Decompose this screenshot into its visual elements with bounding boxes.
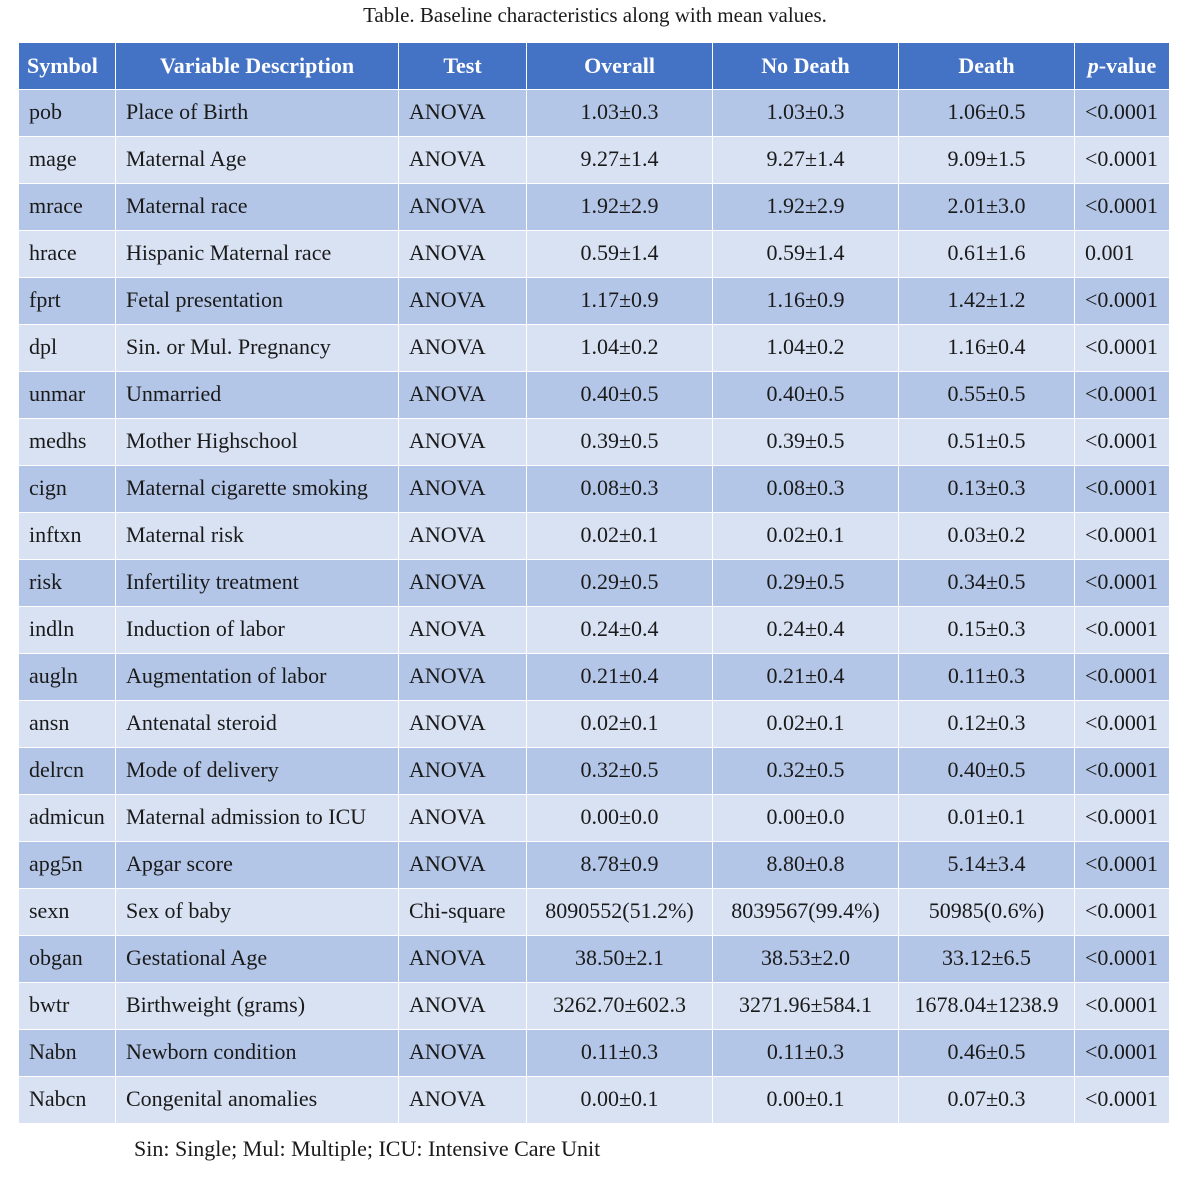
col-header-pvalue: [1075, 43, 1170, 90]
cell-overall: 1.17±0.9: [527, 278, 713, 325]
cell-death: 0.55±0.5: [899, 372, 1075, 419]
cell-no-death: 1.92±2.9: [713, 184, 899, 231]
cell-death: 33.12±6.5: [899, 936, 1075, 983]
cell-pvalue: <0.0001: [1075, 278, 1170, 325]
table-row: [19, 231, 1170, 278]
cell-pvalue: <0.0001: [1075, 90, 1170, 137]
baseline-table: [18, 42, 1170, 1124]
cell-test: Chi-square: [399, 889, 527, 936]
cell-test: ANOVA: [399, 1030, 527, 1077]
cell-death: 0.03±0.2: [899, 513, 1075, 560]
table-row: [19, 372, 1170, 419]
cell-no-death: 0.39±0.5: [713, 419, 899, 466]
cell-pvalue: 0.001: [1075, 231, 1170, 278]
cell-death: 0.01±0.1: [899, 795, 1075, 842]
cell-pvalue: <0.0001: [1075, 137, 1170, 184]
cell-pvalue: <0.0001: [1075, 184, 1170, 231]
cell-variable: Gestational Age: [116, 936, 399, 983]
cell-symbol: Nabcn: [19, 1077, 116, 1124]
cell-no-death: 1.16±0.9: [713, 278, 899, 325]
cell-symbol: indln: [19, 607, 116, 654]
cell-no-death: 0.08±0.3: [713, 466, 899, 513]
cell-no-death: 8.80±0.8: [713, 842, 899, 889]
cell-pvalue: <0.0001: [1075, 560, 1170, 607]
table-row: [19, 842, 1170, 889]
cell-death: 1.16±0.4: [899, 325, 1075, 372]
cell-no-death: 0.02±0.1: [713, 701, 899, 748]
cell-variable: Maternal risk: [116, 513, 399, 560]
cell-overall: 8.78±0.9: [527, 842, 713, 889]
cell-test: ANOVA: [399, 607, 527, 654]
cell-symbol: apg5n: [19, 842, 116, 889]
cell-pvalue: <0.0001: [1075, 419, 1170, 466]
cell-no-death: 38.53±2.0: [713, 936, 899, 983]
cell-overall: 0.40±0.5: [527, 372, 713, 419]
cell-pvalue: <0.0001: [1075, 1077, 1170, 1124]
cell-test: ANOVA: [399, 701, 527, 748]
cell-symbol: risk: [19, 560, 116, 607]
cell-symbol: Nabn: [19, 1030, 116, 1077]
cell-variable: Mode of delivery: [116, 748, 399, 795]
table-row: [19, 1077, 1170, 1124]
cell-variable: Augmentation of labor: [116, 654, 399, 701]
cell-variable: Hispanic Maternal race: [116, 231, 399, 278]
cell-no-death: 8039567(99.4%): [713, 889, 899, 936]
pvalue-suffix: -value: [1098, 53, 1157, 78]
cell-variable: Place of Birth: [116, 90, 399, 137]
cell-pvalue: <0.0001: [1075, 701, 1170, 748]
col-header-death: Death: [899, 43, 1075, 90]
cell-pvalue: <0.0001: [1075, 748, 1170, 795]
table-row: [19, 513, 1170, 560]
cell-no-death: 0.24±0.4: [713, 607, 899, 654]
table-row: [19, 795, 1170, 842]
cell-variable: Apgar score: [116, 842, 399, 889]
cell-variable: Maternal cigarette smoking: [116, 466, 399, 513]
cell-death: 5.14±3.4: [899, 842, 1075, 889]
cell-symbol: medhs: [19, 419, 116, 466]
cell-death: 0.40±0.5: [899, 748, 1075, 795]
cell-symbol: fprt: [19, 278, 116, 325]
cell-death: 0.51±0.5: [899, 419, 1075, 466]
table-footnote: Sin: Single; Mul: Multiple; ICU: Intensive Care Unit: [134, 1136, 601, 1161]
cell-no-death: 1.04±0.2: [713, 325, 899, 372]
cell-test: ANOVA: [399, 325, 527, 372]
cell-test: ANOVA: [399, 419, 527, 466]
cell-variable: Congenital anomalies: [116, 1077, 399, 1124]
header-row: [19, 43, 1170, 90]
cell-death: 0.61±1.6: [899, 231, 1075, 278]
cell-variable: Maternal Age: [116, 137, 399, 184]
cell-variable: Infertility treatment: [116, 560, 399, 607]
cell-symbol: sexn: [19, 889, 116, 936]
cell-test: ANOVA: [399, 231, 527, 278]
cell-overall: 38.50±2.1: [527, 936, 713, 983]
cell-overall: 1.04±0.2: [527, 325, 713, 372]
cell-overall: 0.02±0.1: [527, 701, 713, 748]
cell-variable: Sex of baby: [116, 889, 399, 936]
cell-test: ANOVA: [399, 513, 527, 560]
cell-pvalue: <0.0001: [1075, 513, 1170, 560]
cell-overall: 0.00±0.0: [527, 795, 713, 842]
col-header-overall: Overall: [527, 43, 713, 90]
table-row: [19, 983, 1170, 1030]
cell-test: ANOVA: [399, 560, 527, 607]
cell-variable: Unmarried: [116, 372, 399, 419]
cell-overall: 9.27±1.4: [527, 137, 713, 184]
cell-symbol: inftxn: [19, 513, 116, 560]
cell-overall: 0.32±0.5: [527, 748, 713, 795]
col-header-no-death: No Death: [713, 43, 899, 90]
table-row: [19, 560, 1170, 607]
cell-overall: 0.00±0.1: [527, 1077, 713, 1124]
col-header-test: Test: [399, 43, 527, 90]
cell-symbol: cign: [19, 466, 116, 513]
table-row: [19, 278, 1170, 325]
table-row: [19, 137, 1170, 184]
cell-pvalue: <0.0001: [1075, 983, 1170, 1030]
cell-overall: 0.24±0.4: [527, 607, 713, 654]
table-body: [19, 90, 1170, 1124]
cell-symbol: mrace: [19, 184, 116, 231]
cell-variable: Newborn condition: [116, 1030, 399, 1077]
cell-pvalue: <0.0001: [1075, 795, 1170, 842]
cell-test: ANOVA: [399, 936, 527, 983]
cell-variable: Maternal race: [116, 184, 399, 231]
cell-pvalue: <0.0001: [1075, 372, 1170, 419]
cell-test: ANOVA: [399, 90, 527, 137]
cell-pvalue: <0.0001: [1075, 325, 1170, 372]
table-row: [19, 607, 1170, 654]
table-row: [19, 466, 1170, 513]
cell-symbol: obgan: [19, 936, 116, 983]
cell-death: 9.09±1.5: [899, 137, 1075, 184]
cell-overall: 0.39±0.5: [527, 419, 713, 466]
cell-symbol: dpl: [19, 325, 116, 372]
cell-variable: Sin. or Mul. Pregnancy: [116, 325, 399, 372]
cell-symbol: mage: [19, 137, 116, 184]
table-row: [19, 1030, 1170, 1077]
cell-pvalue: <0.0001: [1075, 654, 1170, 701]
cell-no-death: 0.00±0.0: [713, 795, 899, 842]
table-row: [19, 889, 1170, 936]
cell-test: ANOVA: [399, 795, 527, 842]
cell-test: ANOVA: [399, 278, 527, 325]
cell-no-death: 3271.96±584.1: [713, 983, 899, 1030]
cell-overall: 0.08±0.3: [527, 466, 713, 513]
cell-test: ANOVA: [399, 842, 527, 889]
cell-test: ANOVA: [399, 137, 527, 184]
col-header-symbol: Symbol: [19, 43, 116, 90]
cell-overall: 0.29±0.5: [527, 560, 713, 607]
cell-symbol: unmar: [19, 372, 116, 419]
cell-pvalue: <0.0001: [1075, 607, 1170, 654]
cell-pvalue: <0.0001: [1075, 1030, 1170, 1077]
cell-death: 0.11±0.3: [899, 654, 1075, 701]
cell-variable: Antenatal steroid: [116, 701, 399, 748]
table-row: [19, 748, 1170, 795]
cell-death: 1678.04±1238.9: [899, 983, 1075, 1030]
table-row: [19, 654, 1170, 701]
cell-variable: Induction of labor: [116, 607, 399, 654]
cell-pvalue: <0.0001: [1075, 936, 1170, 983]
cell-overall: 3262.70±602.3: [527, 983, 713, 1030]
cell-no-death: 9.27±1.4: [713, 137, 899, 184]
table-row: [19, 419, 1170, 466]
cell-pvalue: <0.0001: [1075, 889, 1170, 936]
cell-pvalue: <0.0001: [1075, 842, 1170, 889]
cell-symbol: hrace: [19, 231, 116, 278]
cell-overall: 0.21±0.4: [527, 654, 713, 701]
cell-test: ANOVA: [399, 748, 527, 795]
cell-death: 0.46±0.5: [899, 1030, 1075, 1077]
cell-death: 2.01±3.0: [899, 184, 1075, 231]
cell-test: ANOVA: [399, 184, 527, 231]
table-row: [19, 701, 1170, 748]
cell-no-death: 0.11±0.3: [713, 1030, 899, 1077]
cell-death: 50985(0.6%): [899, 889, 1075, 936]
cell-variable: Fetal presentation: [116, 278, 399, 325]
cell-symbol: pob: [19, 90, 116, 137]
cell-variable: Maternal admission to ICU: [116, 795, 399, 842]
cell-overall: 1.03±0.3: [527, 90, 713, 137]
cell-death: 0.07±0.3: [899, 1077, 1075, 1124]
cell-death: 0.13±0.3: [899, 466, 1075, 513]
cell-symbol: delrcn: [19, 748, 116, 795]
cell-no-death: 0.02±0.1: [713, 513, 899, 560]
cell-death: 0.12±0.3: [899, 701, 1075, 748]
cell-pvalue: <0.0001: [1075, 466, 1170, 513]
cell-symbol: admicun: [19, 795, 116, 842]
cell-death: 1.42±1.2: [899, 278, 1075, 325]
cell-overall: 0.02±0.1: [527, 513, 713, 560]
cell-no-death: 0.32±0.5: [713, 748, 899, 795]
table-row: [19, 936, 1170, 983]
cell-death: 0.34±0.5: [899, 560, 1075, 607]
cell-no-death: 0.21±0.4: [713, 654, 899, 701]
cell-test: ANOVA: [399, 466, 527, 513]
table-row: [19, 90, 1170, 137]
cell-no-death: 0.59±1.4: [713, 231, 899, 278]
cell-no-death: 0.29±0.5: [713, 560, 899, 607]
cell-overall: 0.59±1.4: [527, 231, 713, 278]
table-caption: Table. Baseline characteristics along with mean values.: [363, 3, 827, 27]
cell-no-death: 1.03±0.3: [713, 90, 899, 137]
cell-symbol: augln: [19, 654, 116, 701]
cell-variable: Birthweight (grams): [116, 983, 399, 1030]
cell-test: ANOVA: [399, 1077, 527, 1124]
cell-test: ANOVA: [399, 372, 527, 419]
cell-symbol: bwtr: [19, 983, 116, 1030]
cell-symbol: ansn: [19, 701, 116, 748]
cell-variable: Mother Highschool: [116, 419, 399, 466]
col-header-variable: Variable Description: [116, 43, 399, 90]
cell-test: ANOVA: [399, 983, 527, 1030]
cell-overall: 1.92±2.9: [527, 184, 713, 231]
cell-death: 1.06±0.5: [899, 90, 1075, 137]
cell-no-death: 0.00±0.1: [713, 1077, 899, 1124]
cell-test: ANOVA: [399, 654, 527, 701]
table-row: [19, 325, 1170, 372]
cell-overall: 0.11±0.3: [527, 1030, 713, 1077]
cell-death: 0.15±0.3: [899, 607, 1075, 654]
pvalue-italic-p: p: [1087, 53, 1099, 78]
table-row: [19, 184, 1170, 231]
cell-no-death: 0.40±0.5: [713, 372, 899, 419]
cell-overall: 8090552(51.2%): [527, 889, 713, 936]
